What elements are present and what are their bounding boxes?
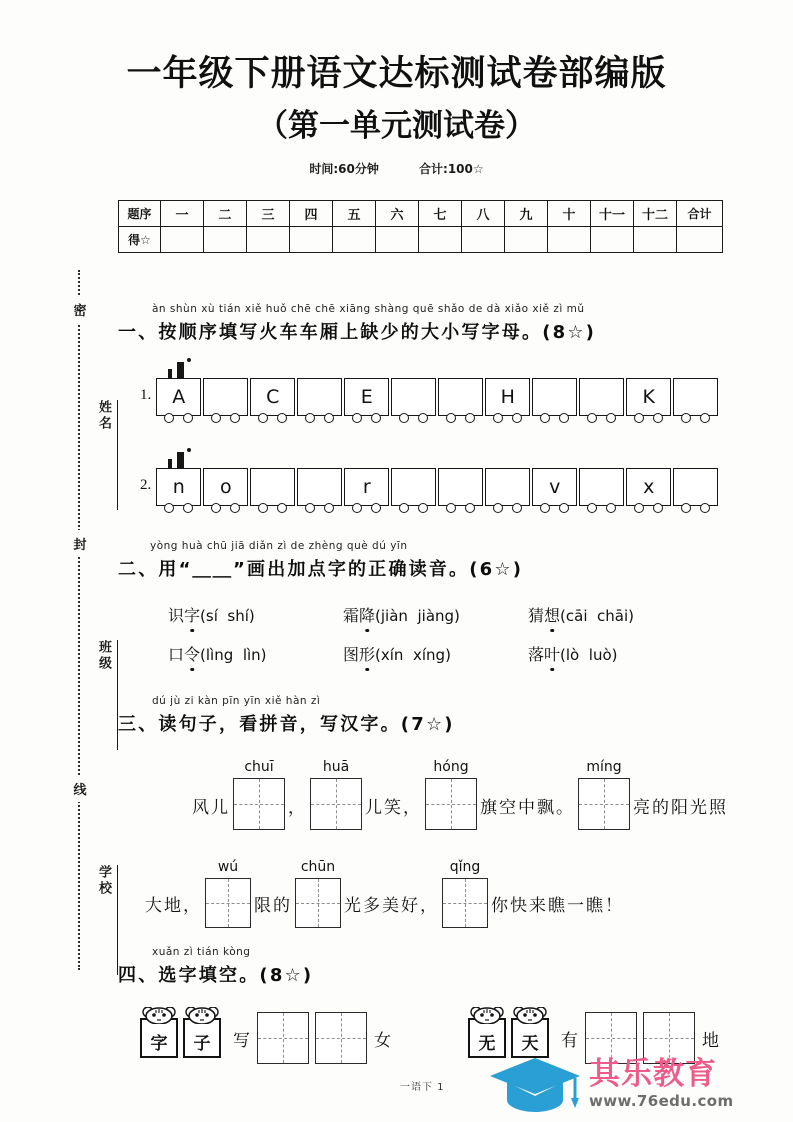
score-col-8: 八 — [462, 201, 505, 227]
q3-l2-writing-box-3[interactable] — [442, 878, 488, 928]
q3-l2-box-1-holder — [205, 859, 251, 928]
q3-l1-seg4: 旗空中飘。 — [480, 798, 575, 818]
score-table-row-label: 题序 — [119, 201, 161, 227]
seal-char-mi: 密 — [70, 296, 90, 323]
locomotive-chimney-icon — [177, 452, 184, 469]
train-2-car-8[interactable] — [485, 468, 530, 506]
tiger-head-icon — [513, 1007, 547, 1024]
train-1-car-5[interactable]: E — [344, 378, 389, 416]
score-cell-11[interactable] — [591, 227, 634, 253]
q2-item-4[interactable]: 口令(lìng lìn) — [168, 642, 343, 665]
score-cell-total[interactable] — [677, 227, 723, 253]
locomotive-chimney-icon — [177, 362, 184, 379]
q4-g2-card-1[interactable]: 无 — [468, 1018, 506, 1058]
seal-char-xian: 线 — [70, 775, 90, 802]
total-label: 合计:100☆ — [419, 162, 484, 176]
q3-sentence-line-2 — [145, 859, 624, 928]
q2-word-3-pre: 猜 — [528, 606, 545, 625]
q2-word-1-pre: 识 — [168, 606, 185, 625]
locomotive-pipe-icon — [168, 369, 172, 379]
q3-l2-seg4: 你快来瞧一瞧！ — [491, 896, 624, 916]
q2-opt-1b[interactable]: shí — [227, 607, 249, 625]
train-1-index: 1. — [140, 387, 152, 403]
q3-l2-pinyin-1: wú — [217, 859, 239, 875]
score-col-1: 一 — [161, 201, 204, 227]
q3-l2-box-3-holder — [442, 859, 488, 928]
question-4-heading — [118, 946, 733, 987]
train-1-car-1[interactable]: A — [156, 378, 201, 416]
score-cell-7[interactable] — [419, 227, 462, 253]
q4-g1-card-2[interactable]: 子 — [183, 1018, 221, 1058]
q2-word-4-pre: 口 — [168, 645, 185, 664]
score-col-2: 二 — [204, 201, 247, 227]
train-2-car-7[interactable] — [438, 468, 483, 506]
q2-opt-5b[interactable]: xíng — [413, 646, 446, 664]
train-row-2 — [140, 468, 720, 506]
q3-l1-writing-box-1[interactable] — [233, 778, 285, 830]
question-2-heading — [118, 540, 733, 581]
locomotive-pipe-icon — [168, 459, 172, 469]
train-1-cars — [156, 378, 720, 416]
seal-char-feng: 封 — [70, 530, 90, 557]
score-col-9: 九 — [505, 201, 548, 227]
q2-word-6-dot: 叶 — [544, 642, 560, 665]
q2-opt-2b[interactable]: jiàng — [417, 607, 455, 625]
train-1-car-11[interactable]: K — [626, 378, 671, 416]
q3-l1-box-3-holder — [425, 759, 477, 830]
question-3-pinyin: dú jù zi kàn pīn yīn xiě hàn zì — [152, 695, 321, 707]
field-school[interactable]: 学校 — [92, 865, 118, 975]
train-2-car-5[interactable]: r — [344, 468, 389, 506]
train-1-car-8[interactable]: H — [485, 378, 530, 416]
train-2-car-6[interactable] — [391, 468, 436, 506]
seal-dotted-line — [78, 270, 80, 970]
q2-item-6[interactable]: 落叶(lò luò) — [528, 642, 703, 665]
q4-g1-card-1[interactable]: 字 — [140, 1018, 178, 1058]
field-class[interactable]: 班级 — [92, 640, 118, 750]
table-row-header — [119, 201, 723, 227]
score-cell-9[interactable] — [505, 227, 548, 253]
train-row-1 — [140, 378, 720, 416]
q2-word-1-dot: 字 — [184, 603, 200, 626]
paper-meta — [0, 160, 793, 177]
q3-l2-seg1: 大地， — [145, 896, 202, 916]
score-cell-12[interactable] — [634, 227, 677, 253]
train-1-car-6[interactable] — [391, 378, 436, 416]
q2-word-5-dot: 形 — [359, 642, 375, 665]
q3-l2-pinyin-3: qǐng — [449, 859, 481, 875]
q2-word-2-pre: 霜 — [343, 606, 360, 625]
score-cell-10[interactable] — [548, 227, 591, 253]
train-2-car-4[interactable] — [297, 468, 342, 506]
question-3-title: 三、读句子，看拼音，写汉字。(7☆) — [118, 714, 455, 735]
q3-l1-pinyin-1: chuī — [244, 759, 274, 775]
watermark-brand: 其乐教育 — [589, 1055, 717, 1092]
score-cell-6[interactable] — [376, 227, 419, 253]
score-col-6: 六 — [376, 201, 419, 227]
q3-l1-seg5: 亮的阳光照 — [633, 798, 728, 818]
q4-g2-lead: 有 — [561, 1030, 578, 1051]
q3-l1-seg3: 儿笑， — [365, 798, 422, 818]
score-cell-3[interactable] — [247, 227, 290, 253]
q4-g1-blank-2[interactable] — [315, 1012, 367, 1064]
q2-word-6-pre: 落 — [528, 645, 545, 664]
q3-l1-pinyin-3: hóng — [433, 759, 469, 775]
q3-l1-pinyin-4: míng — [586, 759, 622, 775]
score-cell-4[interactable] — [290, 227, 333, 253]
q4-g1-tail: 女 — [374, 1030, 391, 1051]
question-4-title: 四、选字填空。(8☆) — [118, 965, 314, 986]
paper-subtitle: （第一单元测试卷） — [257, 108, 536, 144]
q3-l2-pinyin-2: chūn — [300, 859, 336, 875]
q3-l1-pinyin-2: huā — [322, 759, 350, 775]
score-col-10: 十 — [548, 201, 591, 227]
q2-opt-6a[interactable]: lò — [565, 646, 580, 664]
q2-opt-6b[interactable]: luò — [588, 646, 612, 664]
tiger-head-icon — [470, 1007, 504, 1024]
score-col-total: 合计 — [677, 201, 723, 227]
q3-l2-seg3: 光多美好， — [344, 896, 439, 916]
smoke-puff-icon — [187, 448, 191, 452]
score-col-3: 三 — [247, 201, 290, 227]
score-col-11: 十一 — [591, 201, 634, 227]
train-1-car-2[interactable] — [203, 378, 248, 416]
q4-group-1 — [140, 1012, 398, 1064]
q3-l1-writing-box-3[interactable] — [425, 778, 477, 830]
score-col-4: 四 — [290, 201, 333, 227]
smoke-puff-icon — [187, 358, 191, 362]
q2-opt-2a[interactable]: jiàn — [380, 607, 408, 625]
train-2-index: 2. — [140, 477, 152, 493]
score-cell-2[interactable] — [204, 227, 247, 253]
train-1-car-3[interactable]: C — [250, 378, 295, 416]
question-4-pinyin: xuǎn zì tián kòng — [152, 946, 251, 958]
train-1-car-9[interactable] — [532, 378, 577, 416]
q2-opt-5a[interactable]: xín — [380, 646, 404, 664]
q4-g1-blank-1[interactable] — [257, 1012, 309, 1064]
paper-title: 一年级下册语文达标测试卷部编版 — [126, 54, 667, 94]
train-1-car-12[interactable] — [673, 378, 718, 416]
train-2-cars — [156, 468, 720, 506]
q4-g2-card-2[interactable]: 天 — [511, 1018, 549, 1058]
train-2-car-11[interactable]: x — [626, 468, 671, 506]
q2-item-3[interactable]: 猜想(cāi chāi) — [528, 603, 703, 626]
score-col-12: 十二 — [634, 201, 677, 227]
q2-item-5[interactable]: 图形(xín xíng) — [343, 642, 528, 665]
question-2-title: 二、用“＿＿”画出加点字的正确读音。(6☆) — [118, 559, 524, 580]
page-footer: 一语下 1 — [400, 1082, 445, 1093]
question-2-pinyin: yòng huà chū jiā diǎn zì de zhèng què dú yīn — [150, 540, 408, 552]
q2-opt-1a[interactable]: sí — [205, 607, 218, 625]
question-1-pinyin: àn shùn xù tián xiě huǒ chē chē xiāng shàng quē shǎo de dà xiǎo xiě zì mǔ — [152, 303, 585, 315]
train-1-car-4[interactable] — [297, 378, 342, 416]
q2-word-5-pre: 图 — [343, 645, 360, 664]
q2-opt-4b[interactable]: lìn — [242, 646, 261, 664]
field-name[interactable]: 姓名 — [92, 400, 118, 510]
score-cell-1[interactable] — [161, 227, 204, 253]
q2-word-4-dot: 令 — [184, 642, 200, 665]
watermark-url: www.76edu.com — [589, 1091, 734, 1110]
q3-l2-writing-box-2[interactable] — [295, 878, 341, 928]
score-col-7: 七 — [419, 201, 462, 227]
question-2-options — [168, 603, 703, 665]
q3-l1-writing-box-4[interactable] — [578, 778, 630, 830]
q3-l2-seg2: 限的 — [254, 896, 292, 916]
watermark — [487, 1052, 734, 1116]
score-table-score-label: 得☆ — [119, 227, 161, 253]
table-row-score — [119, 227, 723, 253]
q2-item-1[interactable]: 识字(sí shí) — [168, 603, 343, 626]
score-table — [118, 200, 723, 253]
train-1-car-10[interactable] — [579, 378, 624, 416]
question-1-title: 一、按顺序填写火车车厢上缺少的大小写字母。(8☆) — [118, 322, 597, 343]
question-1-heading — [118, 303, 733, 344]
train-2-car-12[interactable] — [673, 468, 718, 506]
graduation-cap-icon — [487, 1052, 583, 1116]
q3-l2-writing-box-1[interactable] — [205, 878, 251, 928]
q3-l1-box-1-holder — [233, 759, 285, 830]
train-2-car-10[interactable] — [579, 468, 624, 506]
train-2-car-2[interactable]: o — [203, 468, 248, 506]
score-col-5: 五 — [333, 201, 376, 227]
tiger-head-icon — [185, 1007, 219, 1024]
q3-l1-box-4-holder — [578, 759, 630, 830]
q3-l1-seg1: 风儿 — [192, 798, 230, 818]
q3-l2-box-2-holder — [295, 859, 341, 928]
train-2-car-3[interactable] — [250, 468, 295, 506]
q4-g2-tail: 地 — [702, 1030, 719, 1051]
train-1-car-7[interactable] — [438, 378, 483, 416]
q2-opt-4a[interactable]: lìng — [205, 646, 234, 664]
train-2-car-9[interactable]: v — [532, 468, 577, 506]
question-3-heading — [118, 695, 733, 736]
q2-item-2[interactable]: 霜降(jiàn jiàng) — [343, 603, 528, 626]
q3-l1-seg2: ， — [288, 798, 307, 818]
q2-opt-3a[interactable]: cāi — [565, 607, 588, 625]
train-2-car-1[interactable]: n — [156, 468, 201, 506]
q2-word-3-dot: 想 — [544, 603, 560, 626]
q4-g1-lead: 写 — [233, 1030, 250, 1051]
q3-l1-box-2-holder — [310, 759, 362, 830]
time-label: 时间:60分钟 — [309, 162, 379, 176]
q3-l1-writing-box-2[interactable] — [310, 778, 362, 830]
tiger-head-icon — [142, 1007, 176, 1024]
q2-opt-3b[interactable]: chāi — [597, 607, 629, 625]
q3-sentence-line-1 — [192, 759, 728, 830]
q2-word-2-dot: 降 — [359, 603, 375, 626]
score-cell-8[interactable] — [462, 227, 505, 253]
score-cell-5[interactable] — [333, 227, 376, 253]
